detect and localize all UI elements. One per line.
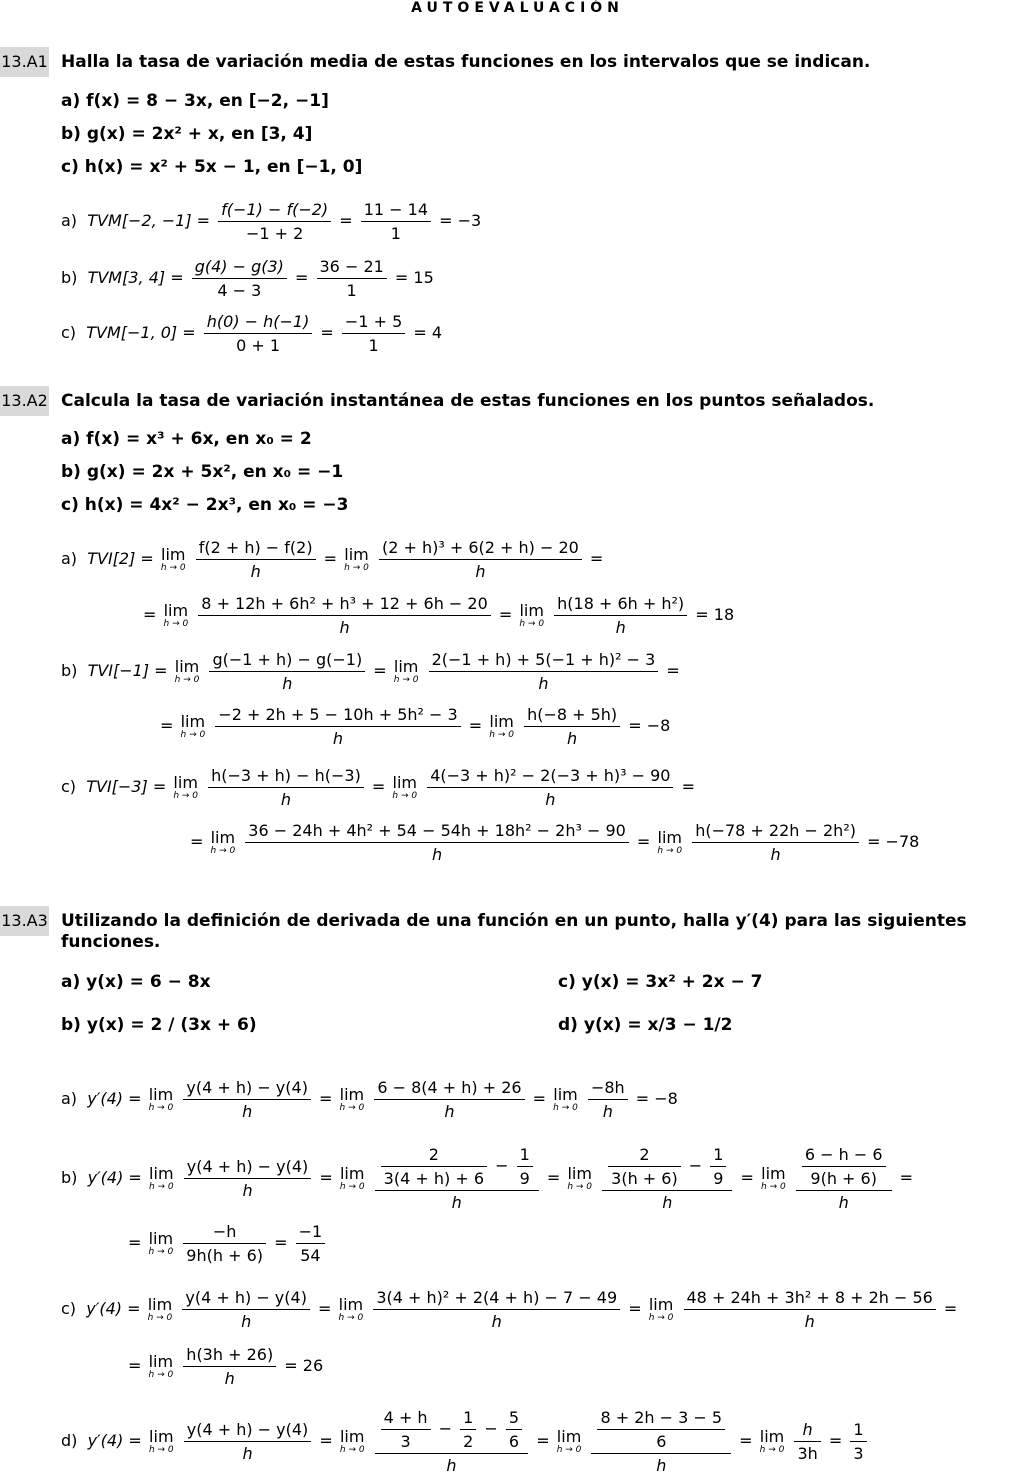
problem-item: b) y(x) = 2 / (3x + 6) [61,1015,257,1035]
problem-item: a) f(x) = x³ + 6x, en x₀ = 2 [61,429,312,449]
problem-statement: Halla la tasa de variación media de estas funciones en los intervalos que se indican. [61,52,871,72]
solution-line: c) TVM[−1, 0] = $\frac{h(0) - h(-1)}{0 + 1}$ = $\frac{-1 + 5}{1}$ = 4 [61,312,443,355]
fraction: $\frac{h(-3 + h) - h(-3)}{h}$ [208,766,364,809]
solution-line: = lim h → 0 $\frac{\text{8 + 12h + 6h² + h³ + 12 + 6h − 20}}{h}$ = lim h → 0 $\frac{\text{h(18 + 6h + h²)}}{h}$ = 18 [143,594,735,637]
limit: lim h → 0 [210,827,236,856]
fraction: $\frac{h}{3h}$ [794,1420,820,1463]
solution-line: b) TVI[−1] = lim h → 0 $\frac{g(-1 + h) - g(-1)}{h}$ = lim h → 0 $\frac{\text{2(−1 + h) + 5(−1 + h)² − 3}}{h}$ = [61,650,680,693]
fraction: $\frac{y(4 + h) - y(4)}{h}$ [182,1288,310,1331]
solution-line: c) y′(4) = lim h → 0 $\frac{y(4 + h) - y(4)}{h}$ = lim h → 0 $\frac{\text{3(4 + h)² + 2(4 + h) − 7 − 49}}{h}$ = lim h → 0 $\frac{\text{48 + 24h + 3h² + 8 + 2h − 56}}{h}$ = [61,1288,958,1331]
fraction: $\frac{2}{3(h + 6)}$ − $\frac{1}{9}$ h [602,1145,732,1212]
limit: lim h → 0 [339,1084,365,1113]
limit: lim h → 0 [657,827,683,856]
solution-line: b) y′(4) = lim h → 0 $\frac{y(4 + h) - y(4)}{h}$ = lim h → 0 $\frac{2}{3(4 + h) + 6}$ − $\frac{1}{9}$ h = lim h → 0 $\frac{2}{3(h + 6)}$ − $\frac{1}{9}$ h = lim h → 0 $\frac{\frac{6 - h - 6}{9(h + 6)}}{h}$ = [61,1145,913,1212]
fraction: $\frac{11 - 14}{1}$ [361,200,431,243]
solution-line: a) TVI[2] = lim h → 0 $\frac{f(2 + h) - f(2)}{h}$ = lim h → 0 $\frac{\text{(2 + h)³ + 6(2 + h) − 20}}{h}$ = [61,538,604,581]
solution-line: a) TVM[−2, −1] = $\frac{f(-1) - f(-2)}{-1 + 2}$ = $\frac{11 - 14}{1}$ = −3 [61,200,482,243]
problem-item: d) y(x) = x/3 − 1/2 [558,1015,733,1035]
fraction: $\frac{\text{36 − 24h + 4h² + 54 − 54h + 18h² − 2h³ − 90}}{h}$ [245,821,629,864]
solution-line: = lim h → 0 $\frac{\text{36 − 24h + 4h² + 54 − 54h + 18h² − 2h³ − 90}}{h}$ = lim h → 0 $\frac{\text{h(−78 + 22h − 2h²)}}{h}$ = −78 [190,821,920,864]
limit: lim h → 0 [344,544,369,573]
fraction: $\frac{\text{48 + 24h + 3h² + 8 + 2h − 56}}{h}$ [684,1288,936,1331]
limit: lim h → 0 [489,711,514,740]
limit: lim h → 0 [392,772,418,801]
problem-number: 13.A1 [0,47,49,77]
fraction: $\frac{-8h}{h}$ [588,1078,628,1121]
fraction: $\frac{4 + h}{3}$ − $\frac{1}{2}$ − $\frac{5}{6}$ h [375,1408,528,1475]
limit: lim h → 0 [556,1426,582,1455]
fraction: $\frac{f(2 + h) - f(2)}{h}$ [196,538,316,581]
limit: lim h → 0 [147,1294,173,1323]
problem-statement: Calcula la tasa de variación instantánea de estas funciones en los puntos señalados. [61,391,875,411]
fraction: $\frac{36 - 21}{1}$ [317,257,387,300]
fraction: $\frac{h(-8 + 5h)}{h}$ [524,705,620,748]
solution-line: = lim h → 0 $\frac{-h}{9h(h + 6)}$ = $\frac{-1}{54}$ [128,1222,328,1265]
limit: lim h → 0 [339,1163,365,1192]
fraction: $\frac{\text{(2 + h)³ + 6(2 + h) − 20}}{h}$ [379,538,582,581]
fraction: $\frac{y(4 + h) - y(4)}{h}$ [183,1078,311,1121]
solution-line: = lim h → 0 $\frac{h(3h + 26)}{h}$ = 26 [128,1345,324,1388]
fraction: $\frac{1}{3}$ [850,1420,866,1463]
fraction: $\frac{\frac{8 + 2h - 3 - 5}{6}}{h}$ [591,1408,731,1475]
problem-item: c) h(x) = 4x² − 2x³, en x₀ = −3 [61,495,349,515]
fraction: $\frac{-1 + 5}{1}$ [342,312,405,355]
limit: lim h → 0 [180,711,206,740]
problem-item: a) f(x) = 8 − 3x, en [−2, −1] [61,91,329,111]
fraction: $\frac{\text{h(−78 + 22h − 2h²)}}{h}$ [692,821,859,864]
problem-number: 13.A2 [0,386,49,416]
fraction: $\frac{-h}{9h(h + 6)}$ [183,1222,266,1265]
fraction: $\frac{h(0) - h(-1)}{0 + 1}$ [204,312,313,355]
limit: lim h → 0 [173,772,199,801]
solution-line: d) y′(4) = lim h → 0 $\frac{y(4 + h) - y(4)}{h}$ = lim h → 0 $\frac{4 + h}{3}$ − $\frac{1}{2}$ − $\frac{5}{6}$ h = lim h → 0 $\frac{\frac{8 + 2h - 3 - 5}{6}}{h}$ = lim h → 0 $\frac{h}{3h}$ = $\frac{1}{3}$ [61,1408,870,1475]
limit: lim h → 0 [393,656,419,685]
limit: lim h → 0 [761,1163,786,1192]
limit: lim h → 0 [174,656,200,685]
fraction: $\frac{-1}{54}$ [296,1222,326,1265]
fraction: $\frac{g(4) - g(3)}{4 - 3}$ [192,257,287,300]
fraction: $\frac{y(4 + h) - y(4)}{h}$ [184,1157,312,1200]
fraction: $\frac{2}{3(4 + h) + 6}$ − $\frac{1}{9}$ h [375,1145,539,1212]
limit: lim h → 0 [163,600,189,629]
solution-line: c) TVI[−3] = lim h → 0 $\frac{h(-3 + h) - h(-3)}{h}$ = lim h → 0 $\frac{\text{4(−3 + h)² − 2(−3 + h)³ − 90}}{h}$ = [61,766,695,809]
fraction: $\frac{\text{h(18 + 6h + h²)}}{h}$ [554,594,687,637]
problem-item: a) y(x) = 6 − 8x [61,972,211,992]
limit: lim h → 0 [519,600,545,629]
limit: lim h → 0 [339,1426,365,1455]
solution-line: b) TVM[3, 4] = $\frac{g(4) - g(3)}{4 - 3}$ = $\frac{36 - 21}{1}$ = 15 [61,257,434,300]
fraction: $\frac{6 - 8(4 + h) + 26}{h}$ [374,1078,524,1121]
problem-number: 13.A3 [0,906,49,936]
fraction: $\frac{g(-1 + h) - g(-1)}{h}$ [209,650,365,693]
limit: lim h → 0 [648,1294,674,1323]
fraction: $\frac{\text{8 + 12h + 6h² + h³ + 12 + 6h − 20}}{h}$ [198,594,490,637]
solution-line: = lim h → 0 $\frac{\text{−2 + 2h + 5 − 10h + 5h² − 3}}{h}$ = lim h → 0 $\frac{h(-8 + 5h)}{h}$ = −8 [160,705,671,748]
fraction: $\frac{y(4 + h) - y(4)}{h}$ [184,1420,312,1463]
fraction: $\frac{f(-1) - f(-2)}{-1 + 2}$ [218,200,331,243]
limit: lim h → 0 [148,1351,174,1380]
limit: lim h → 0 [553,1084,578,1113]
problem-item: b) g(x) = 2x² + x, en [3, 4] [61,124,313,144]
page-header: AUTOEVALUACIÓN [411,0,624,16]
solution-line: a) y′(4) = lim h → 0 $\frac{y(4 + h) - y(4)}{h}$ = lim h → 0 $\frac{6 - 8(4 + h) + 26}{h}$ = lim h → 0 $\frac{-8h}{h}$ = −8 [61,1078,678,1121]
fraction: $\frac{\text{2(−1 + h) + 5(−1 + h)² − 3}}{h}$ [429,650,659,693]
limit: lim h → 0 [148,1084,174,1113]
limit: lim h → 0 [567,1163,593,1192]
problem-item: c) h(x) = x² + 5x − 1, en [−1, 0] [61,157,363,177]
fraction: $\frac{\text{4(−3 + h)² − 2(−3 + h)³ − 90}}{h}$ [427,766,673,809]
problem-item: c) y(x) = 3x² + 2x − 7 [558,972,763,992]
limit: lim h → 0 [759,1426,785,1455]
limit: lim h → 0 [148,1163,174,1192]
limit: lim h → 0 [160,544,186,573]
limit: lim h → 0 [148,1228,174,1257]
fraction: $\frac{\text{3(4 + h)² + 2(4 + h) − 7 − 49}}{h}$ [373,1288,620,1331]
fraction: $\frac{\text{−2 + 2h + 5 − 10h + 5h² − 3}}{h}$ [215,705,460,748]
limit: lim h → 0 [148,1426,174,1455]
problem-item: b) g(x) = 2x + 5x², en x₀ = −1 [61,462,344,482]
fraction: $\frac{h(3h + 26)}{h}$ [183,1345,276,1388]
problem-statement: Utilizando la definición de derivada de una función en un punto, halla y′(4) para las siguientes funciones. [61,911,967,952]
fraction: $\frac{\frac{6 - h - 6}{9(h + 6)}}{h}$ [796,1145,892,1212]
limit: lim h → 0 [338,1294,364,1323]
